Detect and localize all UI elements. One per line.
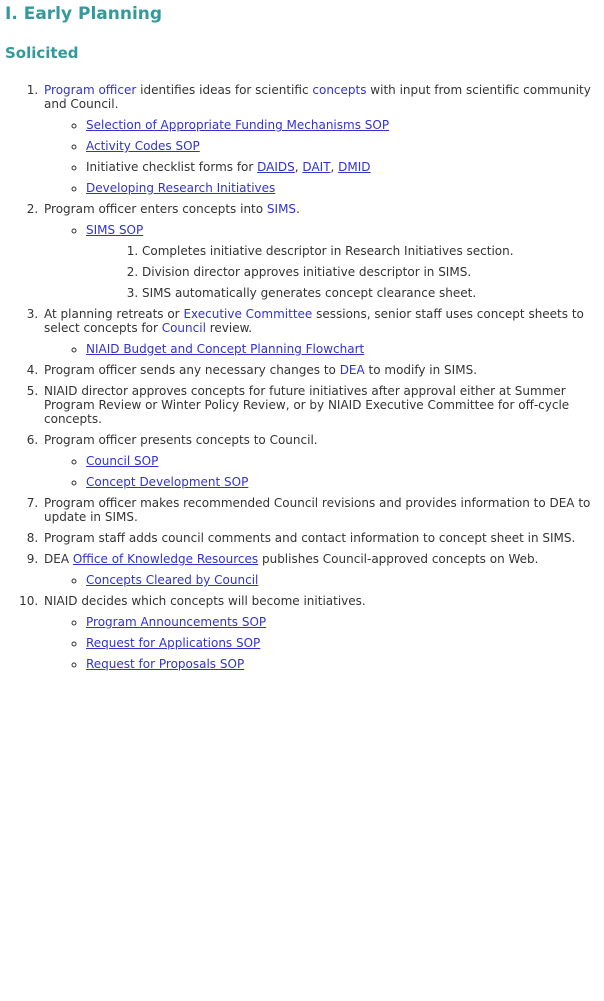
inline-link[interactable]: Council <box>161 321 206 335</box>
underlined-link[interactable]: Developing Research Initiatives <box>86 181 276 195</box>
main-ordered-list <box>5 83 594 671</box>
nested-bullet-list <box>44 454 594 489</box>
underlined-link[interactable]: Request for Applications SOP <box>86 636 261 650</box>
list-item <box>42 83 594 195</box>
underlined-link[interactable]: SIMS SOP <box>86 223 144 237</box>
text-run: NIAID director approves concepts for future initiatives after approval either at Summer Program Review or Winter Policy Review, or by NIAID Executive Committee for off-cycle concepts. <box>44 384 570 426</box>
list-item <box>42 594 594 671</box>
list-item <box>86 475 594 489</box>
list-item <box>86 454 594 468</box>
text-run: identifies ideas for scientific <box>136 83 313 97</box>
list-item <box>86 139 594 153</box>
underlined-link[interactable]: Program Announcements SOP <box>86 615 267 629</box>
list-item <box>86 160 594 174</box>
text-run: with input from scientific community and Council. <box>44 83 591 111</box>
underlined-link[interactable]: Request for Proposals SOP <box>86 657 245 671</box>
list-item <box>142 265 594 279</box>
list-item <box>86 636 594 650</box>
text-run: Program officer enters concepts into <box>44 202 267 216</box>
text-run: Program officer makes recommended Council revisions and provides information to DEA to update in SIMS. <box>44 496 591 524</box>
inline-link[interactable]: Program officer <box>44 83 137 97</box>
list-item <box>42 202 594 300</box>
nested-bullet-list <box>44 615 594 671</box>
nested-bullet-list <box>44 573 594 587</box>
list-item <box>142 286 594 300</box>
inline-link[interactable]: Executive Committee <box>183 307 313 321</box>
list-item <box>42 531 594 545</box>
nested-bullet-list <box>44 118 594 195</box>
text-run: , <box>330 160 339 174</box>
list-item <box>86 657 594 671</box>
inline-link[interactable]: SIMS <box>266 202 297 216</box>
underlined-link[interactable]: DAIDS <box>257 160 295 174</box>
list-item <box>86 573 594 587</box>
text-run: , <box>294 160 303 174</box>
list-item <box>142 244 594 258</box>
inline-link[interactable]: DEA <box>339 363 365 377</box>
underlined-link[interactable]: Office of Knowledge Resources <box>72 552 259 566</box>
underlined-link[interactable]: DMID <box>338 160 371 174</box>
page-title: I. Early Planning <box>5 4 163 24</box>
text-run: Program officer presents concepts to Council. <box>44 433 318 447</box>
underlined-link[interactable]: DAIT <box>302 160 331 174</box>
text-run: Initiative checklist forms for <box>86 160 258 174</box>
nested-bullet-list <box>44 342 594 356</box>
text-run: publishes Council-approved concepts on Web. <box>258 552 539 566</box>
list-item <box>86 342 594 356</box>
text-run: to modify in SIMS. <box>364 363 478 377</box>
list-item <box>86 223 594 300</box>
underlined-link[interactable]: Concept Development SOP <box>86 475 249 489</box>
text-run: SIMS automatically generates concept clearance sheet. <box>142 286 477 300</box>
text-run: review. <box>205 321 253 335</box>
list-item <box>42 552 594 587</box>
text-run: At planning retreats or <box>44 307 184 321</box>
underlined-link[interactable]: NIAID Budget and Concept Planning Flowchart <box>86 342 365 356</box>
list-item <box>42 384 594 426</box>
text-run: Completes initiative descriptor in Research Initiatives section. <box>142 244 514 258</box>
list-item <box>42 363 594 377</box>
nested-ordered-list <box>86 244 594 300</box>
underlined-link[interactable]: Concepts Cleared by Council <box>86 573 259 587</box>
text-run: Program officer sends any necessary changes to <box>44 363 340 377</box>
underlined-link[interactable]: Council SOP <box>86 454 159 468</box>
text-run: . <box>296 202 300 216</box>
list-item <box>42 433 594 489</box>
text-run: NIAID decides which concepts will become initiatives. <box>44 594 366 608</box>
text-run: DEA <box>44 552 73 566</box>
nested-bullet-list <box>44 223 594 300</box>
text-run: sessions, senior staff uses concept sheets to select concepts for <box>44 307 584 335</box>
inline-link[interactable]: concepts <box>312 83 367 97</box>
list-item <box>86 615 594 629</box>
section-subtitle: Solicited <box>5 44 79 62</box>
list-item <box>86 118 594 132</box>
list-item <box>42 307 594 356</box>
underlined-link[interactable]: Activity Codes SOP <box>86 139 200 153</box>
list-item <box>42 496 594 524</box>
text-run: Division director approves initiative descriptor in SIMS. <box>142 265 472 279</box>
underlined-link[interactable]: Selection of Appropriate Funding Mechanisms SOP <box>86 118 390 132</box>
text-run: Program staff adds council comments and contact information to concept sheet in SIMS. <box>44 531 576 545</box>
list-item <box>86 181 594 195</box>
